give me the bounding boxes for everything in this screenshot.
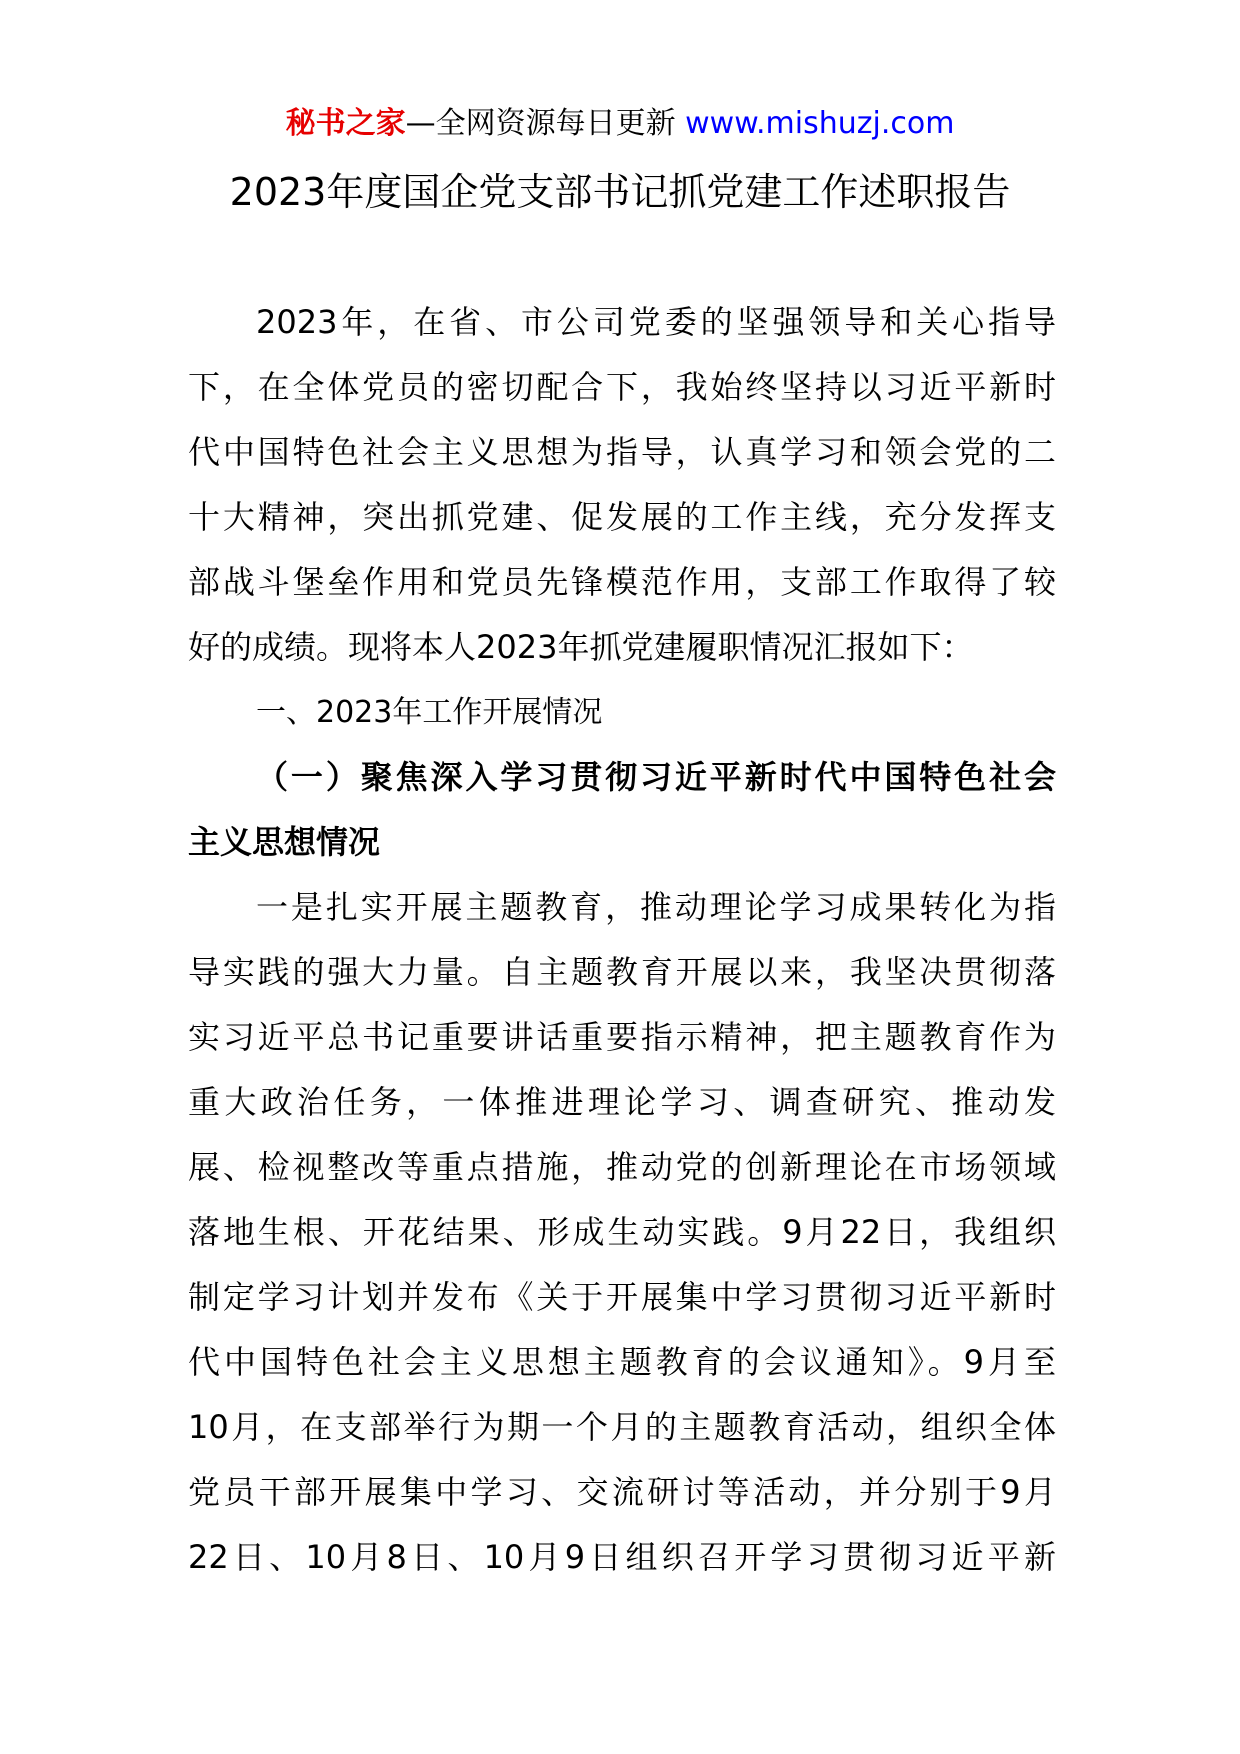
header-tagline: —全网资源每日更新 (405, 106, 686, 141)
paragraph-line: 十大精神，突出抓党建、促发展的工作主线，充分发挥支 (188, 498, 1056, 536)
paragraph-line: 代中国特色社会主义思想主题教育的会议通知》。9月至 (188, 1343, 1056, 1381)
document-body (188, 290, 1056, 1590)
paragraph-line: 党员干部开展集中学习、交流研讨等活动，并分别于9月 (188, 1473, 1056, 1511)
paragraph-line: 落地生根、开花结果、形成生动实践。9月22日，我组织 (188, 1213, 1056, 1251)
paragraph-line: 重大政治任务，一体推进理论学习、调查研究、推动发 (188, 1083, 1056, 1121)
paragraph-line: 实习近平总书记重要讲话重要指示精神，把主题教育作为 (188, 1018, 1056, 1056)
site-url-link[interactable]: www.mishuzj.com (685, 106, 955, 141)
brand-name: 秘书之家 (285, 106, 406, 141)
paragraph-line: 制定学习计划并发布《关于开展集中学习贯彻习近平新时 (188, 1278, 1056, 1316)
subsection-heading: （一）聚焦深入学习贯彻习近平新时代中国特色社会 (256, 758, 1056, 796)
subsection-heading-cont: 主义思想情况 (188, 823, 381, 861)
paragraph-line: 一是扎实开展主题教育，推动理论学习成果转化为指 (256, 888, 1056, 926)
paragraph-line: 代中国特色社会主义思想为指导，认真学习和领会党的二 (188, 433, 1056, 471)
paragraph-line: 10月，在支部举行为期一个月的主题教育活动，组织全体 (188, 1408, 1056, 1446)
paragraph-line: 2023年，在省、市公司党委的坚强领导和关心指导 (256, 303, 1056, 341)
paragraph-line: 部战斗堡垒作用和党员先锋模范作用，支部工作取得了较 (188, 563, 1056, 601)
document-title: 2023年度国企党支部书记抓党建工作述职报告 (229, 170, 1011, 214)
paragraph-line: 展、检视整改等重点措施，推动党的创新理论在市场领域 (188, 1148, 1056, 1186)
site-header (0, 102, 1240, 146)
section-heading: 一、2023年工作开展情况 (256, 695, 603, 730)
paragraph-line: 导实践的强大力量。自主题教育开展以来，我坚决贯彻落 (188, 953, 1056, 991)
paragraph-line: 下，在全体党员的密切配合下，我始终坚持以习近平新时 (188, 368, 1056, 406)
paragraph-line: 22日、10月8日、10月9日组织召开学习贯彻习近平新 (188, 1538, 1056, 1576)
paragraph-line: 好的成绩。现将本人2023年抓党建履职情况汇报如下： (188, 628, 974, 666)
